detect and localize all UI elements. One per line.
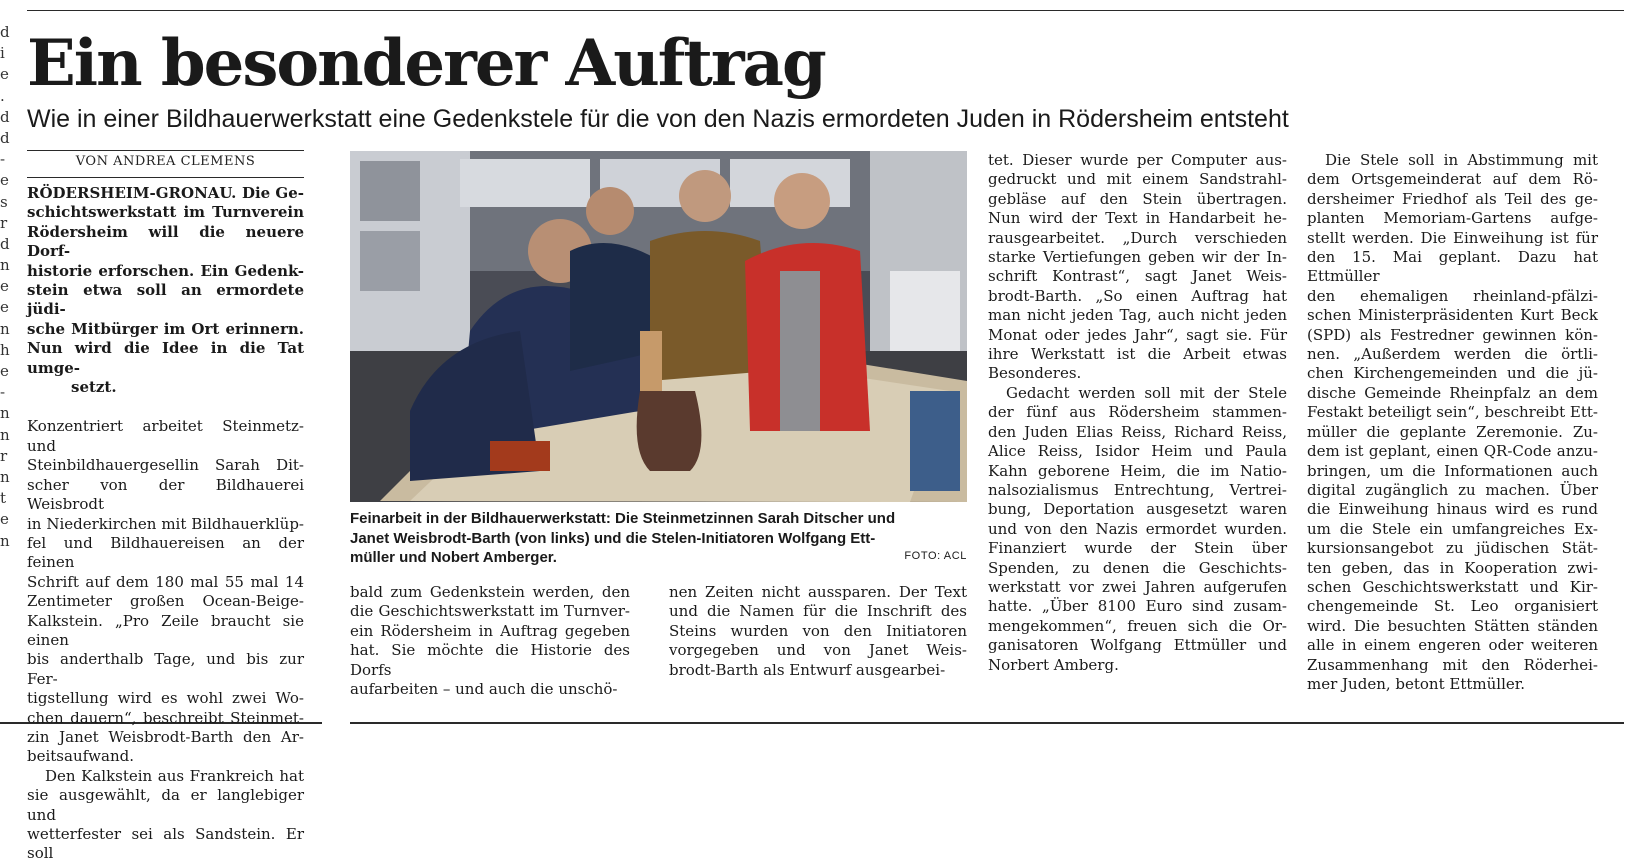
text-line: brodt-Barth. „So einen Auftrag hat (988, 286, 1287, 305)
edge-letter: n (0, 319, 10, 338)
text-line: kursionsangebot zu jüdischen Stät- (1307, 539, 1598, 558)
text-line: Kalkstein. „Pro Zeile braucht sie einen (27, 611, 304, 649)
edge-letter: e (0, 298, 9, 317)
text-line: sie ausgewählt, da er langlebiger und (27, 786, 304, 824)
text-line: Schrift auf dem 180 mal 55 mal 14 (27, 572, 304, 591)
text-line: Konzentriert arbeitet Steinmetz- und (27, 417, 304, 455)
text-line: den Juden Elias Reiss, Richard Reiss, (988, 422, 1287, 441)
text-line: zin Janet Weisbrodt-Barth den Ar- (27, 727, 304, 746)
edge-letter: e (0, 277, 9, 296)
text-line: bald zum Gedenkstein werden, den (350, 583, 630, 601)
text-line: schen Ministerpräsidenten Kurt Beck (1307, 306, 1598, 325)
edge-letter: n (0, 404, 10, 423)
text-line: fel und Bildhauereisen an der feinen (27, 533, 304, 572)
edge-letter: d (0, 23, 10, 41)
text-line: tet. Dieser wurde per Computer aus- (988, 151, 1287, 169)
text-line: nen. „Außerdem werden die örtli- (1307, 345, 1598, 364)
article-column-1 (27, 184, 304, 864)
text-line: planten Memoriam-Gartens aufge- (1307, 209, 1598, 228)
text-line: Zusammenhang mit den Röderhei- (1307, 655, 1598, 674)
text-line: schrift Kontrast“, sagt Janet Weis- (988, 267, 1287, 286)
text-line: mer Juden, betont Ettmüller. (1307, 674, 1526, 693)
edge-letter: i (0, 44, 5, 63)
text-line: um die Stele ein umfangreiches Ex- (1307, 519, 1598, 538)
text-line: ein Rödersheim in Auftrag gegeben (350, 621, 630, 640)
text-line: und von den Nazis ermordet wurden. (988, 519, 1287, 538)
text-line: wird. Die besuchten Stätten ständen (1307, 616, 1598, 635)
edge-letter: h (0, 340, 10, 359)
article-column-3 (669, 583, 967, 680)
lead-paragraph (27, 184, 304, 397)
text-line: nen Zeiten nicht aussparen. Der Text (669, 583, 967, 601)
text-line: Zentimeter großen Ocean-Beige- (27, 592, 304, 611)
body-paragraph (27, 767, 304, 864)
photo-credit: FOTO: ACL (904, 550, 967, 562)
text-line: werkstatt vor zwei Jahren aufgerufen (988, 577, 1287, 596)
edge-letter: e (0, 510, 9, 529)
text-line: dem ist geplant, einen QR-Code anzu- (1307, 442, 1598, 461)
text-line: beitsaufwand. (27, 747, 134, 766)
subheadline: Wie in einer Bildhauerwerkstatt eine Gedenkstele für die von den Nazis ermordeten Juden in Rödersheim entsteht (27, 105, 1289, 133)
byline-rule-bottom (27, 177, 304, 178)
text-line: die Einweihung hinaus wird es rund (1307, 500, 1598, 519)
edge-letter: d (0, 128, 10, 147)
lead-line: historie erforschen. Ein Gedenk- (27, 261, 304, 280)
bottom-rule-right (350, 722, 1624, 724)
text-line: Die Stele soll in Abstimmung mit (1325, 151, 1598, 169)
headline: Ein besonderer Auftrag (27, 26, 825, 101)
text-line: Besonderes. (988, 364, 1082, 383)
caption-line: Feinarbeit in der Bildhauerwerkstatt: Die Steinmetzinnen Sarah Ditscher und (350, 510, 896, 527)
article-column-4 (988, 151, 1287, 675)
workshop-photo-image (350, 151, 967, 502)
text-line: Gedacht werden soll mit der Stele (1006, 383, 1287, 402)
text-line: die Geschichtswerkstatt im Turnver- (350, 602, 630, 621)
text-line: stellt werden. Die Einweihung ist für (1307, 228, 1598, 247)
article-column-5 (1307, 151, 1598, 694)
text-line: scher von der Bildhauerei Weisbrodt (27, 475, 304, 514)
edge-letter: e (0, 362, 9, 380)
top-rule (27, 10, 1624, 11)
text-line: starke Vertiefungen geben wir der In- (988, 248, 1287, 267)
text-line: Festakt beteiligt sein“, beschreibt Ett- (1307, 403, 1598, 422)
text-line: gebläse auf den Stein übertragen. (988, 189, 1287, 208)
text-line: brodt-Barth als Entwurf ausgearbei- (669, 660, 946, 679)
lead-line: setzt. (71, 378, 117, 397)
text-line: gedruckt und mit einem Sandstrahl- (988, 170, 1287, 189)
lead-line: sche Mitbürger im Ort erinnern. (27, 319, 304, 338)
workshop-photo (350, 151, 967, 502)
text-line: und die Namen für die Inschrift des (669, 602, 967, 621)
text-line: Monat oder jedes Jahr“, sagt sie. Für (988, 325, 1287, 344)
text-line: vorgegeben und von Janet Weis- (669, 641, 967, 660)
text-line: (SPD) als Festredner gewinnen kön- (1307, 325, 1598, 344)
text-line: hatte. „Über 8100 Euro sind zusam- (988, 597, 1287, 616)
text-line: Finanziert wurde der Stein über (988, 539, 1287, 558)
edge-letter: e (0, 65, 9, 84)
edge-letter: d (0, 107, 10, 126)
text-line: Steins wurden von den Initiatoren (669, 621, 967, 640)
caption-line: müller und Nobert Amberger. (350, 549, 557, 566)
text-line: nalsozialismus Entrechtung, Vertrei- (988, 480, 1287, 499)
text-line: schen Geschichtswerkstatt und Kir- (1307, 577, 1598, 596)
text-line: dersheimer Friedhof als Teil des ge- (1307, 189, 1598, 208)
text-line: bis anderthalb Tage, und bis zur Fer- (27, 650, 304, 688)
edge-letter: n (0, 256, 10, 275)
edge-letter: t (0, 489, 7, 508)
text-line: wetterfester sei als Sandstein. Er soll (27, 825, 304, 863)
edge-letter: e (0, 171, 9, 190)
text-line: mengekommen“, freuen sich die Or- (988, 616, 1287, 635)
byline-rule-top (27, 150, 304, 151)
edge-letter: n (0, 467, 10, 486)
edge-letter: n (0, 531, 10, 550)
text-line: digital zugänglich zu machen. Über (1307, 480, 1598, 499)
text-line: bringen, um die Informationen auch (1307, 461, 1598, 480)
text-line: Spenden, zu denen die Geschichts- (988, 558, 1287, 577)
text-line: hat. Sie möchte die Historie des Dorfs (350, 641, 630, 679)
photo-caption (350, 509, 967, 568)
text-line: den 15. Mai geplant. Dazu hat Ettmüller (1307, 248, 1598, 286)
edge-letter: d (0, 234, 10, 253)
text-line: Kahn geborene Heim, die im Natio- (988, 461, 1287, 480)
caption-line: Janet Weisbrodt-Barth (von links) und die Stelen-Initiatoren Wolfgang Ett- (350, 529, 876, 547)
body-paragraph (988, 151, 1287, 384)
text-line: dem Ortsgemeinderat auf dem Rö- (1307, 170, 1598, 189)
text-line: ganisatoren Wolfgang Ettmüller und (988, 636, 1287, 655)
edge-letter: - (0, 150, 6, 169)
lead-line: stein etwa soll an ermordete jüdi- (27, 281, 304, 319)
cropped-previous-column (0, 22, 10, 552)
lead-line: schichtswerkstatt im Turnverein (27, 203, 304, 222)
lead-line: Rödersheim will die neuere Dorf- (27, 222, 304, 261)
text-line: ihre Werkstatt ist die Arbeit etwas (988, 345, 1287, 364)
edge-letter: - (0, 383, 6, 402)
edge-letter: . (0, 86, 5, 105)
text-line: der fünf aus Rödersheim stammen- (988, 403, 1287, 422)
body-paragraph (27, 417, 304, 766)
edge-letter: s (0, 192, 8, 211)
edge-letter: r (0, 446, 8, 465)
byline: VON ANDREA CLEMENS (75, 154, 256, 169)
text-line: Steinbildhauergesellin Sarah Dit- (27, 456, 304, 475)
body-paragraph (988, 384, 1287, 675)
text-line: aufarbeiten – und auch die unschö- (350, 680, 618, 699)
text-line: bung, Deportation ausgesetzt waren (988, 500, 1287, 519)
edge-letter: r (0, 213, 8, 232)
text-line: chengemeinde St. Leo organisiert (1307, 597, 1598, 616)
lead-line: Die Ge- (241, 184, 304, 202)
article-column-2 (350, 583, 630, 699)
text-line: dische Gemeinde Rheinpfalz an dem (1307, 383, 1598, 402)
text-line: in Niederkirchen mit Bildhauerklüp- (27, 514, 304, 533)
text-line: Den Kalkstein aus Frankreich hat (45, 766, 304, 785)
text-line: Nun wird der Text in Handarbeit he- (988, 209, 1287, 228)
dateline: RÖDERSHEIM-GRONAU. (27, 184, 237, 202)
text-line: chen Kirchengemeinden und die jü- (1307, 364, 1598, 383)
text-line: alle in einem engeren oder weiteren (1307, 636, 1598, 655)
text-line: chen dauern“, beschreibt Steinmet- (27, 708, 304, 727)
text-line: rausgearbeitet. „Durch verschieden (988, 228, 1287, 247)
lead-line: Nun wird die Idee in die Tat umge- (27, 339, 304, 377)
text-line: müller die geplante Zeremonie. Zu- (1307, 422, 1598, 441)
text-line: Norbert Amberg. (988, 655, 1119, 674)
text-line: tigstellung wird es wohl zwei Wo- (27, 689, 304, 708)
edge-letter: n (0, 425, 10, 444)
text-line: man nicht jeden Tag, auch nicht jeden (988, 306, 1287, 325)
text-line: Alice Reiss, Isidor Heim und Paula (988, 442, 1287, 461)
text-line: den ehemaligen rheinland-pfälzi- (1307, 286, 1598, 305)
text-line: ten geben, das in Kooperation zwi- (1307, 558, 1598, 577)
